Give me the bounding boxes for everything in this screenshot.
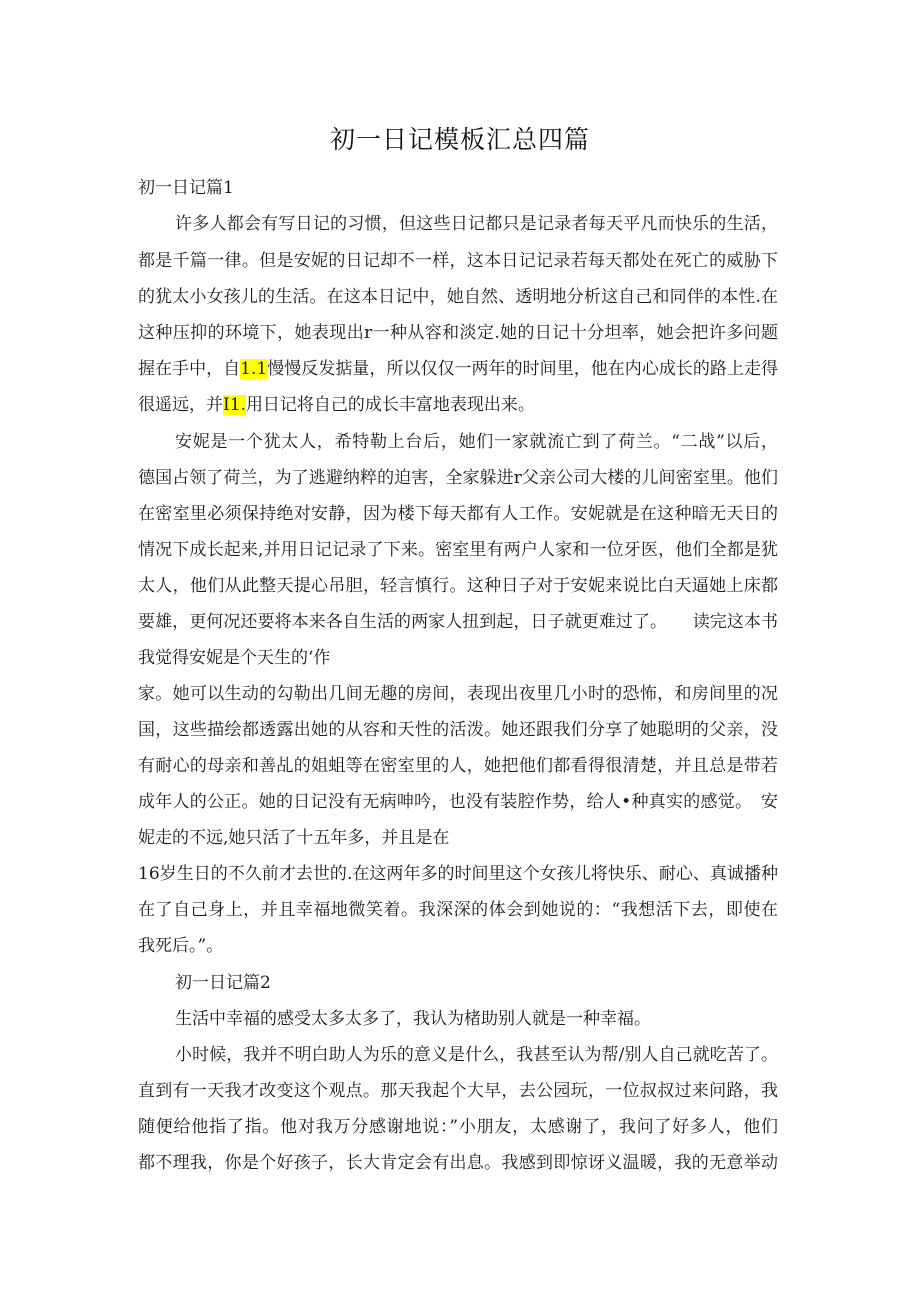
paragraph-line: 随便给他指了指。他对我万分感谢地说：”小朋友，太感谢了，我问了好多人，他们 xyxy=(138,1117,778,1137)
paragraph-line: 有耐心的母亲和善乩的姐蛆等在密室里的人，她把他们都看得很清楚，并且总是带若 xyxy=(138,756,778,776)
text-run: 握在手中，自 xyxy=(138,359,241,379)
paragraph-line: 小时候，我并不明白助人为乐的意义是什么，我甚至认为帮/别人自己就吃苦了。 xyxy=(175,1045,778,1065)
paragraph-line: 国，这些描绘都透露出她的从容和天性的活泼。她还跟我们分享了她聪明的父亲，没 xyxy=(138,720,778,740)
paragraph-line: 德国占领了荷兰，为了逃避纳粹的迫害，全家躲进r父亲公司大楼的儿间密室里。他们 xyxy=(138,468,778,488)
paragraph-line: 16岁生日的不久前才去世的.在这两年多的时间里这个女孩儿将快乐、耐心、真诚播种 xyxy=(138,864,778,884)
text-run: 用日记将自己的成长丰富地表现出来。 xyxy=(245,395,535,415)
paragraph-line: 情况下成长起来,并用日记记录了下来。密室里有两户人家和一位牙医，他们全都是犹 xyxy=(138,540,778,560)
paragraph-line: 要雄，更何况还要将本来各自生活的两家人扭到起，日子就更难过了。 读完这本书 xyxy=(138,612,778,632)
paragraph-line: 在密室里必须保持绝对安静，因为楼下每天都有人工作。安妮就是在这种暗无天日的 xyxy=(138,504,778,524)
paragraph-line: 太人，他们从此整天提心吊胆，轻言慎行。这种日子对于安妮来说比白天逼她上床都 xyxy=(138,576,778,596)
paragraph-line: 生活中幸福的感受太多太多了，我认为楮助别人就是一种幸福。 xyxy=(175,1009,651,1029)
paragraph-line: 在了自己身上，并且幸福地微笑着。我深深的体会到她说的：“我想活下去，即使在 xyxy=(138,900,778,920)
paragraph-line xyxy=(138,393,778,417)
paragraph-line: 这种压抑的环境下，她表现出r一种从容和淡定.她的日记十分坦率，她会把许多问题 xyxy=(138,323,778,343)
paragraph-line: 家。她可以生动的勾勒出几间无趣的房间，表现出夜里几小时的恐怖，和房间里的况 xyxy=(138,684,778,704)
paragraph-line: 直到有一天我才改变这个观点。那天我起个大早，去公园玩，一位叔叔过来问路，我 xyxy=(138,1081,778,1101)
paragraph-line: 妮走的不远,她只活了十五年多，并且是在 xyxy=(138,828,450,848)
paragraph-line: 都不理我，你是个好孩子，长大肯定会有出息。我感到即惊讶义温暖，我的无意举动 xyxy=(138,1153,778,1173)
paragraph-line: 我觉得安妮是个天生的‘作 xyxy=(138,648,331,668)
paragraph-line: 许多人都会有写日记的习惯，但这些日记都只是记录者每天平凡而快乐的生活， xyxy=(175,214,778,234)
page-title: 初一日记模板汇总四篇 xyxy=(329,125,590,154)
highlighted-text: 1.1 xyxy=(240,359,268,379)
paragraph-line: 成年人的公正。她的日记没有无病呻吟，也没有装腔作势，给人•种真实的感觉。 安 xyxy=(138,792,778,812)
paragraph-line: 的犹太小女孩儿的生活。在这本日记中，她自然、透明地分析这自己和同伴的本性.在 xyxy=(138,287,778,307)
text-run: 很遥远，并 xyxy=(138,395,223,415)
paragraph-line: 我死后。”。 xyxy=(138,936,224,956)
highlighted-text: I1. xyxy=(223,395,246,415)
text-run: 慢慢反发掂量，所以仅仅一两年的时间里，他在内心成长的路上走得 xyxy=(267,359,778,379)
paragraph-line xyxy=(138,357,778,381)
section-heading-1: 初一日记篇1 xyxy=(138,178,234,198)
paragraph-line: 都是千篇一律。但是安妮的日记却不一样，这本日记记录若每天都处在死亡的威胁下 xyxy=(138,251,778,271)
paragraph-line: 安妮是一个犹太人，希特勒上台后，她们一家就流亡到了荷兰。“二战”以后， xyxy=(175,432,778,452)
section-heading-2: 初一日记篇2 xyxy=(175,973,271,993)
